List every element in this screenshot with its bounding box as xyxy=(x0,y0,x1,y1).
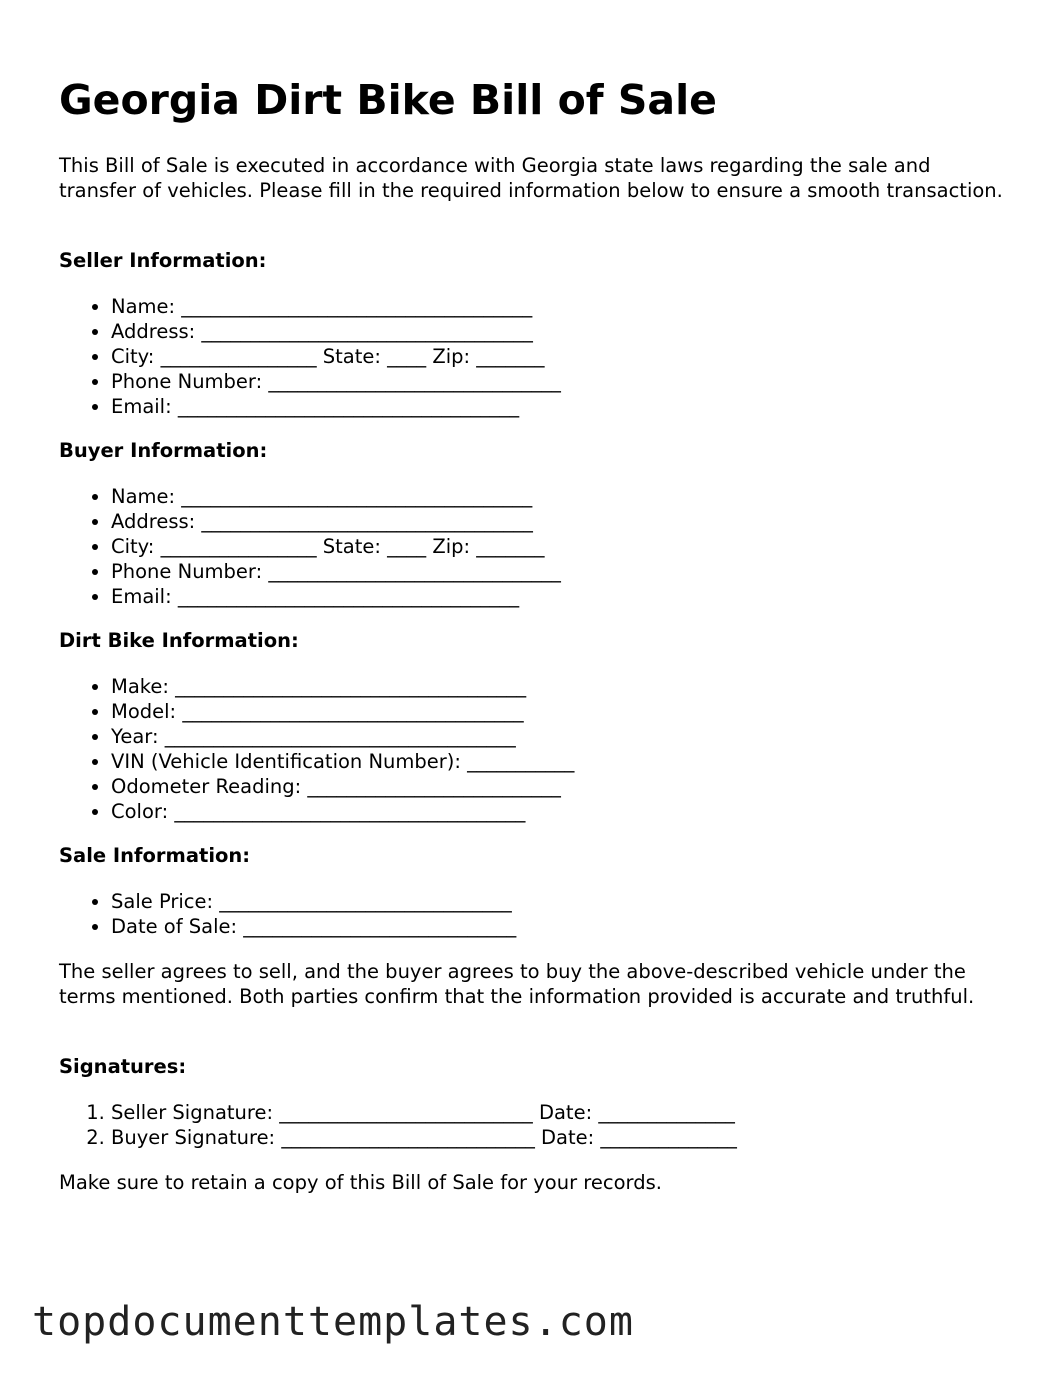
document-title: Georgia Dirt Bike Bill of Sale xyxy=(59,76,717,124)
seller-phone-field: • Phone Number: ______________________________ xyxy=(111,369,561,394)
buyer-city-state-zip-field: • City: ________________ State: ____ Zip: _______ xyxy=(111,534,561,559)
signatures-heading: Signatures: xyxy=(59,1055,187,1078)
signature-list xyxy=(59,1100,737,1150)
bike-heading: Dirt Bike Information: xyxy=(59,629,299,652)
bike-year-field: • Year: ____________________________________ xyxy=(111,724,574,749)
seller-email-field: • Email: ___________________________________ xyxy=(111,394,561,419)
seller-name-field: • Name: ____________________________________ xyxy=(111,294,561,319)
buyer-email-field: • Email: ___________________________________ xyxy=(111,584,561,609)
sale-heading: Sale Information: xyxy=(59,844,251,867)
buyer-address-field: • Address: __________________________________ xyxy=(111,509,561,534)
sale-field-list xyxy=(59,889,516,939)
sale-date-field: • Date of Sale: ____________________________ xyxy=(111,914,516,939)
agreement-paragraph: The seller agrees to sell, and the buyer agrees to buy the above-described vehicle under the terms mentioned. Both parties confirm that the information provided is accurate and truthful. xyxy=(59,960,975,1008)
buyer-heading: Buyer Information: xyxy=(59,439,268,462)
bike-model-field: • Model: ___________________________________ xyxy=(111,699,574,724)
buyer-phone-field: • Phone Number: ______________________________ xyxy=(111,559,561,584)
sale-price-field: • Sale Price: ______________________________ xyxy=(111,889,516,914)
intro-paragraph: This Bill of Sale is executed in accordance with Georgia state laws regarding the sale and transfer of vehicles. Please fill in the required information below to ensure a smooth transaction. xyxy=(59,154,1003,202)
seller-address-field: • Address: __________________________________ xyxy=(111,319,561,344)
bike-vin-field: • VIN (Vehicle Identification Number): ___________ xyxy=(111,749,574,774)
seller-heading: Seller Information: xyxy=(59,249,267,272)
buyer-signature-field: 2. Buyer Signature: __________________________ Date: ______________ xyxy=(111,1125,737,1150)
retain-copy-note: Make sure to retain a copy of this Bill of Sale for your records. xyxy=(59,1171,662,1194)
bike-odometer-field: • Odometer Reading: __________________________ xyxy=(111,774,574,799)
buyer-name-field: • Name: ____________________________________ xyxy=(111,484,561,509)
site-watermark: topdocumenttemplates.com xyxy=(32,1299,634,1345)
buyer-field-list xyxy=(59,484,561,609)
bike-field-list xyxy=(59,674,574,824)
bike-make-field: • Make: ____________________________________ xyxy=(111,674,574,699)
seller-field-list xyxy=(59,294,561,419)
seller-signature-field: 1. Seller Signature: __________________________ Date: ______________ xyxy=(111,1100,737,1125)
bike-color-field: • Color: ____________________________________ xyxy=(111,799,574,824)
seller-city-state-zip-field: • City: ________________ State: ____ Zip: _______ xyxy=(111,344,561,369)
